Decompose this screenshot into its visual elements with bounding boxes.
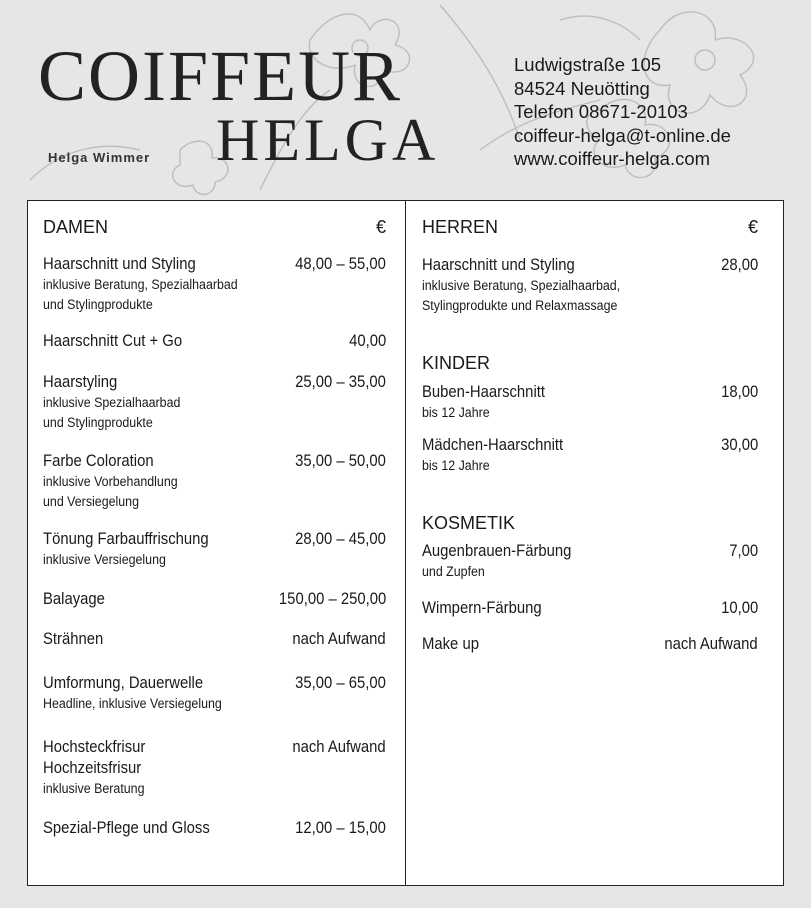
item-price: 150,00 – 250,00 — [278, 590, 386, 608]
item-note: inklusive Spezialhaarbad — [43, 395, 181, 410]
item-name-secondary: Hochzeitsfrisur — [43, 759, 142, 777]
item-name: Hochsteckfrisur — [43, 738, 146, 756]
section-title-herren — [422, 217, 758, 238]
logo-title: COIFFEUR — [38, 36, 403, 116]
list-item — [43, 254, 386, 315]
item-price: 30,00 — [720, 436, 758, 454]
item-note: Stylingprodukte und Relaxmassage — [422, 298, 618, 313]
kinder-title: KINDER — [422, 353, 491, 373]
item-note: und Zupfen — [422, 564, 485, 579]
item-name: Make up — [422, 635, 479, 653]
item-price: 18,00 — [720, 383, 758, 401]
list-item — [422, 382, 758, 423]
item-price: 35,00 – 65,00 — [295, 674, 386, 692]
list-item — [422, 435, 758, 476]
item-note: inklusive Beratung, Spezialhaarbad — [43, 277, 238, 292]
list-item — [43, 331, 386, 352]
item-note: Headline, inklusive Versiegelung — [43, 696, 222, 711]
list-item — [43, 589, 386, 610]
item-name: Haarschnitt Cut + Go — [43, 332, 183, 350]
item-price: 12,00 – 15,00 — [295, 819, 386, 837]
price-list — [27, 200, 784, 886]
list-item — [43, 737, 386, 799]
item-name: Wimpern-Färbung — [422, 599, 542, 617]
item-price: nach Aufwand — [292, 738, 386, 756]
list-item — [43, 372, 386, 433]
list-item — [422, 634, 758, 655]
item-price: 10,00 — [720, 599, 758, 617]
item-price: 35,00 – 50,00 — [295, 452, 386, 470]
owner-name: Helga Wimmer — [48, 150, 151, 165]
item-note: inklusive Beratung — [43, 781, 145, 796]
item-name: Umformung, Dauerwelle — [43, 674, 204, 692]
logo-subtitle: HELGA — [216, 107, 440, 173]
item-note: inklusive Vorbehandlung — [43, 474, 178, 489]
item-note: und Versiegelung — [43, 494, 139, 509]
contact-street: Ludwigstraße 105 — [514, 54, 662, 75]
item-price: nach Aufwand — [664, 635, 758, 653]
item-name: Haarschnitt und Styling — [43, 255, 196, 273]
item-note: bis 12 Jahre — [422, 458, 490, 473]
kosmetik-title: KOSMETIK — [422, 513, 516, 533]
herren-title: HERREN — [422, 217, 499, 237]
item-price: 40,00 — [348, 332, 386, 350]
section-title-damen — [43, 217, 386, 238]
contact-website[interactable]: www.coiffeur-helga.com — [514, 148, 711, 169]
item-price: 28,00 – 45,00 — [295, 530, 386, 548]
list-item — [422, 598, 758, 619]
list-item — [43, 673, 386, 714]
item-name: Strähnen — [43, 630, 104, 648]
section-title-kinder — [422, 353, 758, 374]
item-note: und Stylingprodukte — [43, 297, 153, 312]
item-name: Farbe Coloration — [43, 452, 154, 470]
item-note: inklusive Versiegelung — [43, 552, 166, 567]
contact-city: 84524 Neuötting — [514, 77, 650, 99]
item-name: Tönung Farbauffrischung — [43, 530, 209, 548]
contact-phone: Telefon 08671-20103 — [514, 101, 688, 122]
item-name: Haarschnitt und Styling — [422, 256, 575, 274]
item-name: Spezial-Pflege und Gloss — [43, 819, 210, 837]
contact-block — [514, 53, 731, 171]
item-name: Balayage — [43, 590, 105, 608]
list-item — [43, 629, 386, 650]
list-item — [43, 529, 386, 570]
item-price: 48,00 – 55,00 — [295, 255, 386, 273]
item-name: Buben-Haarschnitt — [422, 383, 546, 401]
item-price: 7,00 — [729, 542, 758, 560]
item-note: und Stylingprodukte — [43, 415, 153, 430]
item-name: Augenbrauen-Färbung — [422, 542, 572, 560]
item-price: 28,00 — [720, 256, 758, 274]
item-name: Mädchen-Haarschnitt — [422, 436, 564, 454]
list-item — [422, 541, 758, 582]
list-item — [422, 255, 758, 316]
currency-symbol: € — [375, 217, 386, 237]
column-divider — [405, 201, 406, 885]
item-name: Haarstyling — [43, 373, 118, 391]
contact-email[interactable]: coiffeur-helga@t-online.de — [514, 124, 731, 146]
damen-title: DAMEN — [43, 217, 109, 237]
header — [0, 0, 811, 200]
item-note: bis 12 Jahre — [422, 405, 490, 420]
section-title-kosmetik — [422, 513, 758, 534]
list-item — [43, 451, 386, 512]
item-note: inklusive Beratung, Spezialhaarbad, — [422, 278, 621, 293]
item-price: 25,00 – 35,00 — [295, 373, 386, 391]
item-price: nach Aufwand — [292, 630, 386, 648]
currency-symbol: € — [747, 217, 758, 237]
list-item — [43, 818, 386, 839]
